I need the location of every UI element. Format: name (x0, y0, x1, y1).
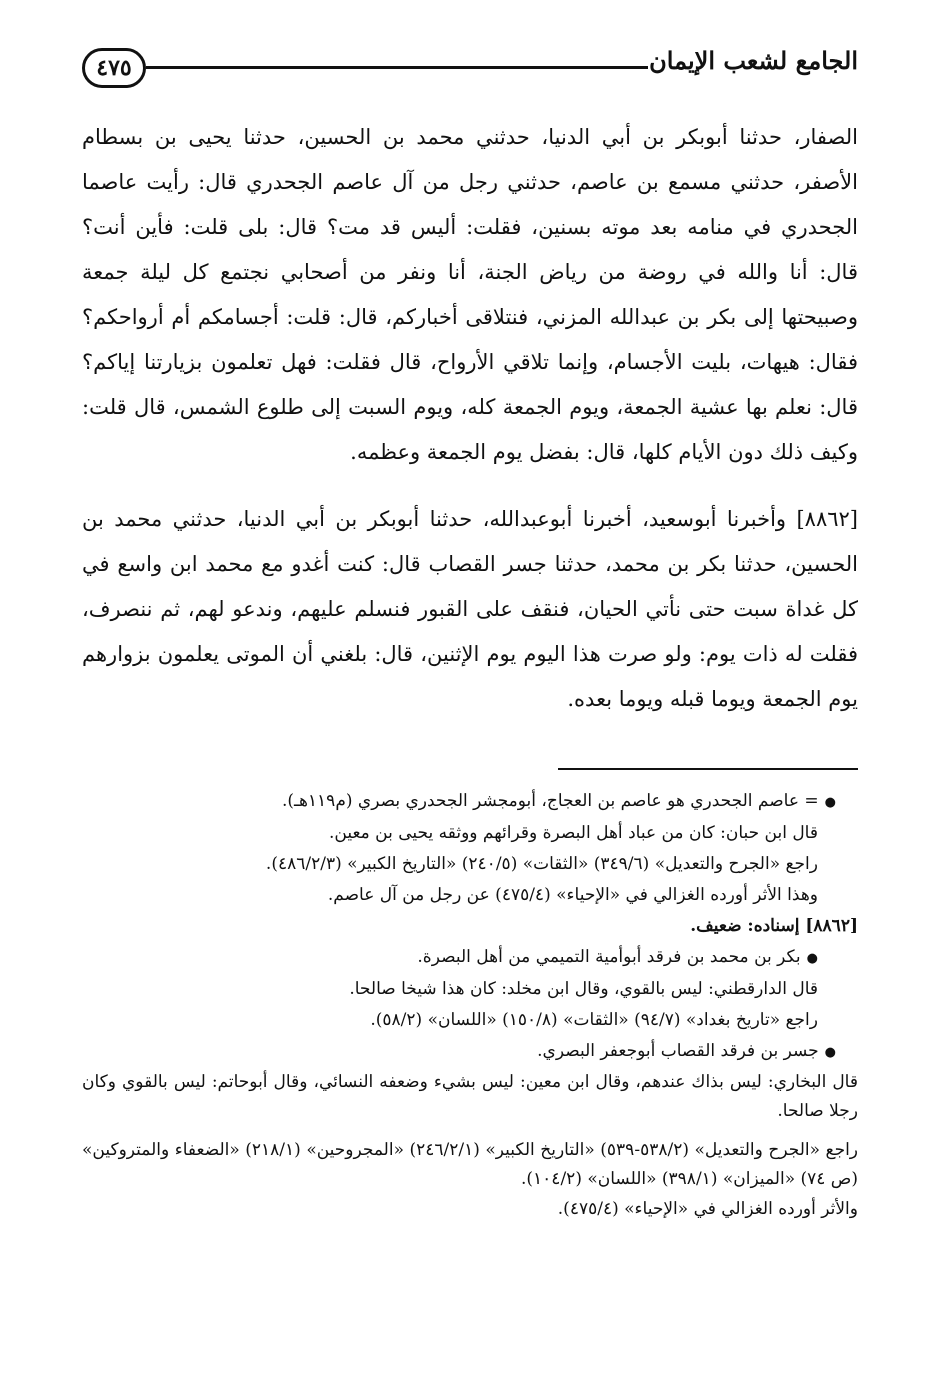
footnote-line: قال البخاري: ليس بذاك عندهم، وقال ابن معين: ليس بشيء وضعفه النسائي، وقال أبوحاتم: ليس بالقوي وكان رجلا صالحا. (82, 1072, 858, 1121)
footnote-line: راجع «الجرح والتعديل» (٥٣٨/٢-٥٣٩) «التاريخ الكبير» (٢٤٦/٢/١) «المجروحين» (٢١٨/١) «الضعفاء والمتروكين» (ص ٧٤) «الميزان» (٣٩٨/١) «اللسان» (١٠٤/٢). (82, 1140, 859, 1189)
footnote-line: ●= عاصم الجحدري هو عاصم بن العجاج، أبومجشر الجحدري بصري (م١١٩هـ). (281, 791, 836, 811)
paragraph-2: [٨٨٦٢] وأخبرنا أبوسعيد، أخبرنا أبوعبدالله، حدثنا أبوبكر بن أبي الدنيا، حدثني محمد بن الحسين، حدثنا بكر بن محمد، حدثنا جسر القصاب قال: كنت أغدو مع محمد ابن واسع في كل غداة سبت حتى نأتي الحيان، فنقف على القبور فنسلم عليهم، وندعو لهم، ثم ننصرف، فقلت له ذات يوم: ولو صرت هذا اليوم يوم الإثنين، قال: بلغني أن الموتى يعلمون بزوارهم يوم الجمعة ويوما قبله ويوما بعده. (82, 507, 858, 711)
main-text (82, 115, 858, 722)
page-number-badge: ٤٧٥ (82, 48, 146, 88)
footnote-line: قال الدارقطني: ليس بالقوي، وقال ابن مخلد: كان هذا شيخا صالحا. (349, 979, 818, 999)
footnote-line: والأثر أورده الغزالي في «الإحياء» (٤٧٥/٤). (557, 1199, 858, 1219)
footnote-line: راجع «الجرح والتعديل» (٣٤٩/٦) «الثقات» (٢٤٠/٥) «التاريخ الكبير» (٤٨٦/٢/٣). (265, 854, 818, 874)
page-header (82, 40, 858, 100)
book-title: الجامع لشعب الإيمان (649, 46, 858, 75)
footnote-line: ●بكر بن محمد بن فرقد أبوأمية التميمي من أهل البصرة. (417, 947, 818, 967)
paragraph-1: الصفار، حدثنا أبوبكر بن أبي الدنيا، حدثني محمد بن الحسين، حدثنا يحيى بن بسطام الأصفر، حدثني مسمع بن عاصم، حدثني رجل من آل عاصم الجحدري قال: رأيت عاصما الجحدري في منامه بعد موته بسنين، فقلت: أليس قد مت؟ قال: بلى قلت: فأين أنت؟ قال: أنا والله في روضة من رياض الجنة، أنا ونفر من أصحابي نجتمع كل ليلة جمعة وصبيحتها إلى بكر بن عبدالله المزني، فنتلاقى أخباركم، قال: قلت: أجسامكم أم أرواحكم؟ فقال: هيهات، بليت الأجسام، وإنما تلاقي الأرواح، قال فقلت: فهل تعلمون بزيارتنا إياكم؟ قال: نعلم بها عشية الجمعة، ويوم الجمعة كله، ويوم السبت إلى طلوع الشمس، قال قلت: وكيف ذلك دون الأيام كلها، قال: بفضل يوم الجمعة وعظمه. (82, 125, 858, 464)
bullet-icon: ● (824, 1045, 836, 1060)
bullet-icon: ● (806, 951, 818, 966)
footnote-line: وهذا الأثر أورده الغزالي في «الإحياء» (٤٧٥/٤) عن رجل من آل عاصم. (327, 885, 818, 905)
isnad-heading: [٨٨٦٢] إسناده: ضعيف. (690, 916, 858, 936)
footnote-line: راجع «تاريخ بغداد» (٩٤/٧) «الثقات» (١٥٠/٨) «اللسان» (٥٨/٢). (370, 1010, 818, 1030)
footnote-line: ●جسر بن فرقد القصاب أبوجعفر البصري. (537, 1041, 836, 1061)
footnote-divider (558, 768, 858, 770)
bullet-icon: ● (824, 795, 836, 810)
footnotes (82, 786, 858, 1225)
header-rule (146, 66, 648, 69)
footnote-line: قال ابن حبان: كان من عباد أهل البصرة وقرائهم ووثقه يحيى بن معين. (328, 823, 818, 843)
